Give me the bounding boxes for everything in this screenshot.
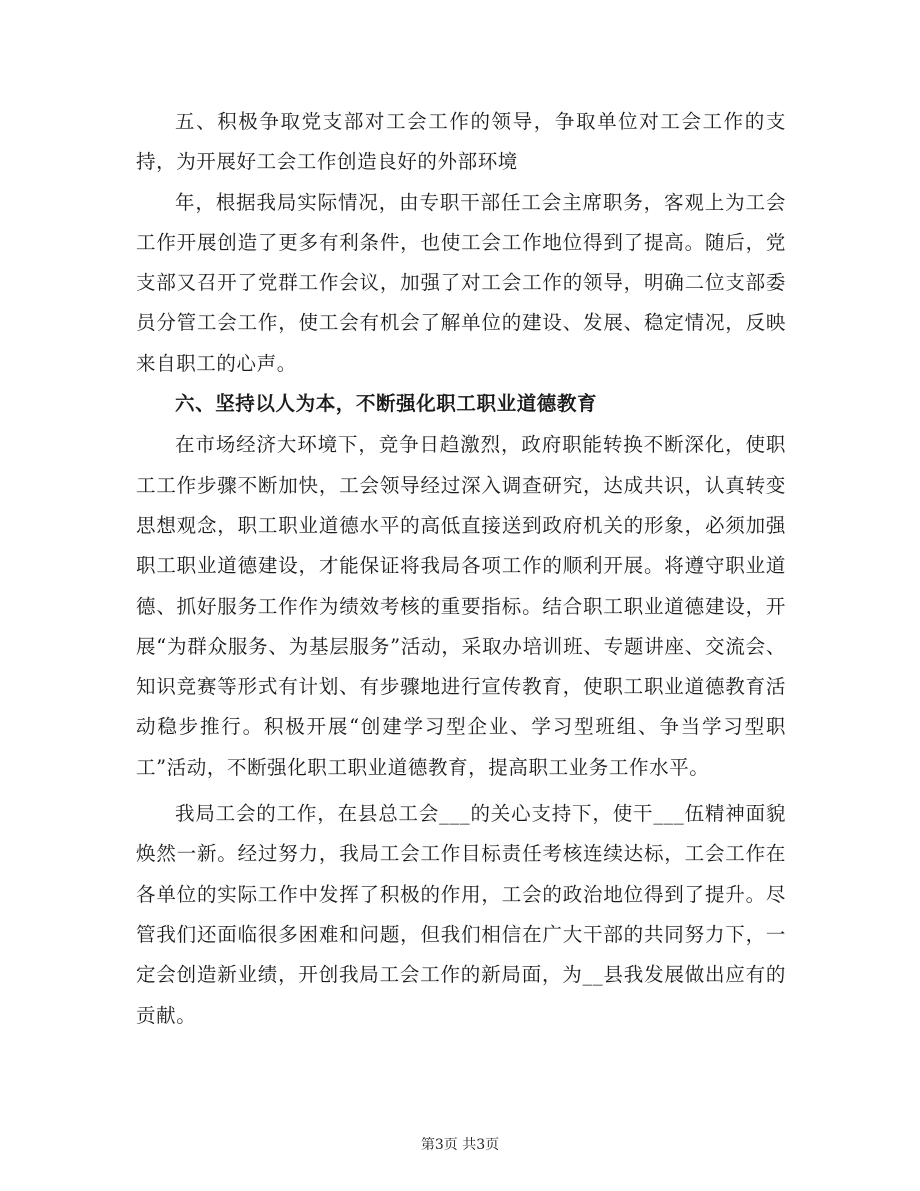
- section-six-heading: 六、坚持以人为本，不断强化职工职业道德教育: [175, 392, 598, 416]
- page-footer: 第3页 共3页: [420, 1137, 500, 1153]
- document-body: [136, 102, 786, 1036]
- body-paragraph: 我局工会的工作，在县总工会___的关心支持下，使干___伍精神面貌焕然一新。经过努力，我局工会工作目标责任考核连续达标，工会工作在各单位的实际工作中发挥了积极的作用，工会的政治地位得到了提升。尽管我们还面临很多困难和问题，但我们相信在广大干部的共同努力下，一定会创造新业绩，开创我局工会工作的新局面，为__县我发展做出应有的贡献。: [136, 802, 786, 1027]
- section-five-heading-paragraph: 五、积极争取党支部对工会工作的领导，争取单位对工会工作的支持，为开展好工会工作创造良好的外部环境: [136, 110, 786, 174]
- body-paragraph: 在市场经济大环境下，竞争日趋激烈，政府职能转换不断深化，使职工工作步骤不断加快，工会领导经过深入调查研究，达成共识，认真转变思想观念，职工职业道德水平的高低直接送到政府机关的形象，必须加强职工职业道德建设，才能保证将我局各项工作的顺利开展。将遵守职业道德、抓好服务工作作为绩效考核的重要指标。结合职工职业道德建设，开展“为群众服务、为基层服务”活动，采取办培训班、专题讲座、交流会、知识竞赛等形式有计划、有步骤地进行宣传教育，使职工职业道德教育活动稳步推行。积极开展“创建学习型企业、学习型班组、争当学习型职工”活动，不断强化职工职业道德教育，提高职工业务工作水平。: [136, 433, 786, 779]
- body-paragraph: 年，根据我局实际情况，由专职干部任工会主席职务，客观上为工会工作开展创造了更多有利条件，也使工会工作地位得到了提高。随后，党支部又召开了党群工作会议，加强了对工会工作的领导，明确二位支部委员分管工会工作，使工会有机会了解单位的建设、发展、稳定情况，反映来自职工的心声。: [136, 190, 786, 375]
